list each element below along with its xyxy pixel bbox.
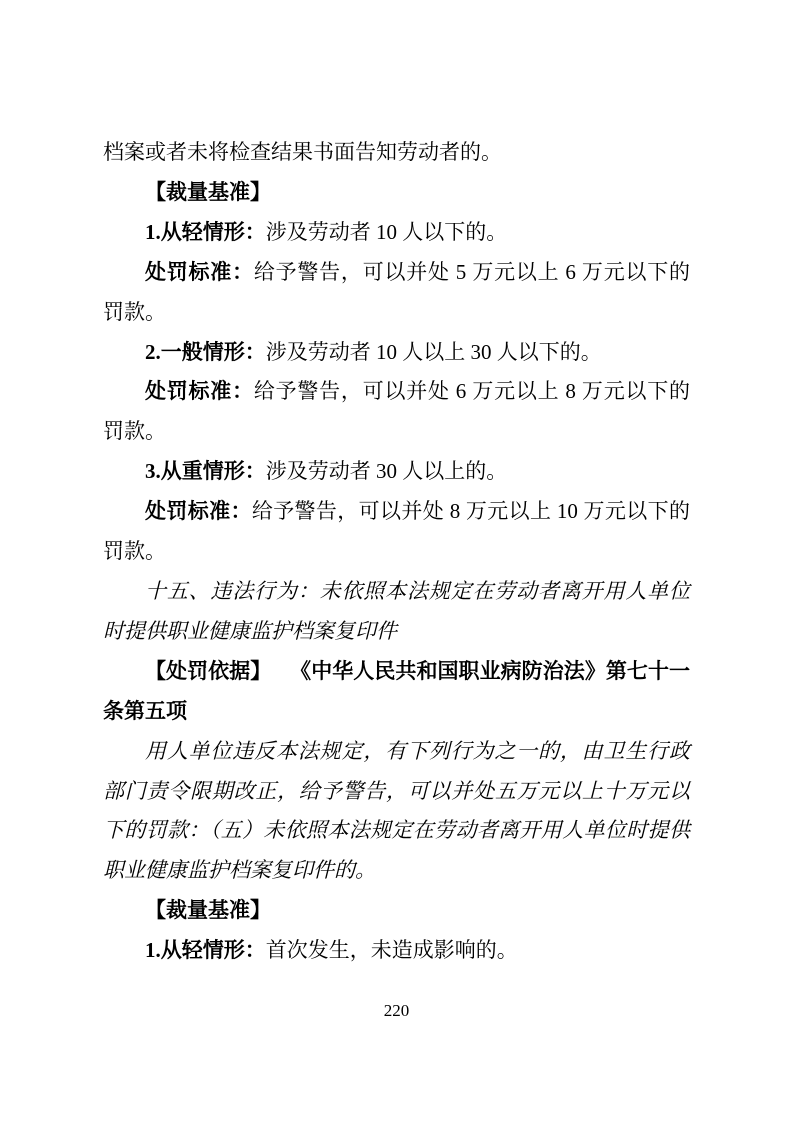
item-label: 处罚标准： [145, 259, 254, 284]
item-text: 涉及劳动者 30 人以上的。 [265, 459, 508, 484]
page-number: 220 [383, 1001, 410, 1020]
paragraph-continuation [103, 133, 690, 173]
penalty-basis-label: 【处罚依据】 [145, 658, 272, 683]
item-text: 涉及劳动者 10 人以上 30 人以下的。 [265, 339, 602, 364]
heading-text: 【裁量基准】 [145, 179, 271, 204]
page-body [103, 133, 690, 971]
heading-text: 【裁量基准】 [145, 898, 271, 923]
item-heavy-circumstance [103, 452, 690, 492]
item-label: 3.从重情形： [145, 459, 266, 484]
item-label: 处罚标准： [145, 379, 254, 404]
body-text-run: 用人单位违反本法规定，有下列行为之一的，由卫生行政部门责令限期改正，给予警告，可以并处五万元以上十万元以下的罚款：（五）未依照本法规定在劳动者离开用人单位时提供职业健康监护档案复印件的。 [103, 738, 690, 883]
heading-discretion-basis-1 [103, 173, 690, 213]
item-label: 2.一般情形： [145, 339, 266, 364]
item-text: 给予警告，可以并处 8 万元以上 10 万元以下的罚款。 [103, 499, 690, 564]
item-text: 涉及劳动者 10 人以下的。 [265, 219, 508, 244]
heading-discretion-basis-2 [103, 891, 690, 931]
item-penalty-standard-2 [103, 372, 690, 452]
body-text-run: 十五、违法行为：未依照本法规定在劳动者离开用人单位时提供职业健康监护档案复印件 [103, 578, 690, 643]
paragraph-law-quote [103, 732, 690, 892]
item-text: 给予警告，可以并处 6 万元以上 8 万元以下的罚款。 [103, 379, 691, 444]
item-label: 1.从轻情形： [145, 938, 266, 963]
penalty-basis-citation: 《中华人民共和国职业病防治法》第七十一条第五项 [103, 658, 691, 723]
item-light-circumstance-1 [103, 213, 690, 253]
paragraph-penalty-basis [103, 652, 690, 732]
item-penalty-standard-3 [103, 492, 690, 572]
paragraph-violation-15 [103, 572, 690, 652]
item-penalty-standard-1 [103, 253, 690, 333]
item-general-circumstance [103, 333, 690, 373]
item-text: 给予警告，可以并处 5 万元以上 6 万元以下的罚款。 [103, 259, 691, 324]
body-text-run: 档案或者未将检查结果书面告知劳动者的。 [103, 140, 502, 164]
item-text: 首次发生，未造成影响的。 [265, 938, 518, 963]
item-label: 1.从轻情形： [145, 219, 266, 244]
item-label: 处罚标准： [145, 499, 252, 524]
item-light-circumstance-2 [103, 931, 690, 971]
